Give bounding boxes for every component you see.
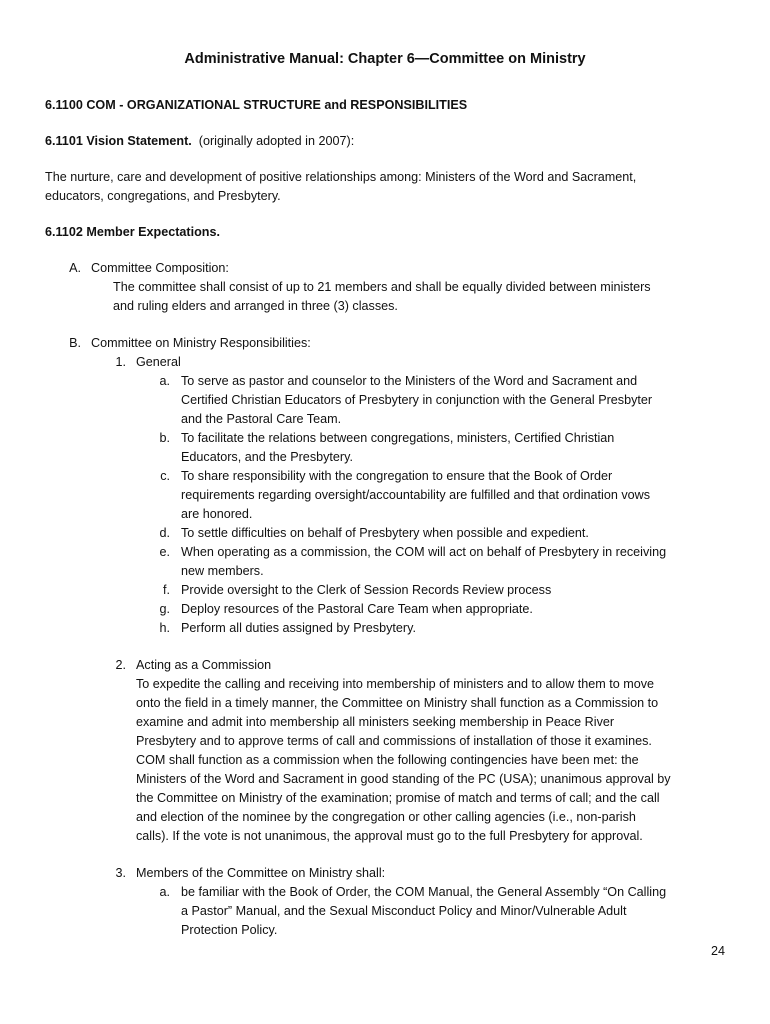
- list-marker: h.: [159, 621, 170, 635]
- commission-text-line: and election of the nominee by the congregation or other calling agencies (i.e., non-parish: [136, 810, 636, 824]
- list-item-line: Provide oversight to the Clerk of Session Records Review process: [181, 583, 552, 597]
- list-item-line: Deploy resources of the Pastoral Care Team when appropriate.: [181, 602, 533, 616]
- list-marker: b.: [159, 431, 170, 445]
- commission-text-line: COM shall function as a commission when the following contingencies have been met: the: [136, 753, 639, 767]
- commission-text-line: Ministers of the Word and Sacrament in good standing of the PC (USA); unanimous approval by: [136, 772, 671, 786]
- vision-text-line: educators, congregations, and Presbytery.: [45, 189, 281, 203]
- list-marker: B.: [69, 336, 81, 350]
- list-item-line: Educators, and the Presbytery.: [181, 450, 353, 464]
- composition-title: Committee Composition:: [91, 261, 229, 275]
- composition-text-line: The committee shall consist of up to 21 members and shall be equally divided between ministers: [113, 280, 651, 294]
- page-number: 24: [710, 944, 725, 958]
- commission-text-line: calls). If the vote is not unanimous, the approval must go to the full Presbytery for approval.: [136, 829, 643, 843]
- list-item-line: Certified Christian Educators of Presbytery in conjunction with the General Presbyter: [181, 393, 653, 407]
- list-marker: A.: [69, 261, 81, 275]
- commission-text-line: To expedite the calling and receiving into membership of ministers and to allow them to move: [136, 677, 655, 691]
- composition-text-line: and ruling elders and arranged in three (3) classes.: [113, 299, 398, 313]
- list-item-line: a Pastor” Manual, and the Sexual Misconduct Policy and Minor/Vulnerable Adult: [181, 904, 627, 918]
- list-item-line: To share responsibility with the congregation to ensure that the Book of Order: [181, 469, 613, 483]
- list-item-line: are honored.: [181, 507, 253, 521]
- vision-heading-line: [45, 132, 354, 151]
- list-marker: d.: [159, 526, 170, 540]
- page-title: Administrative Manual: Chapter 6—Committee on Ministry: [184, 51, 586, 67]
- commission-text-line: the Committee on Ministry of the examination; promise of match and terms of call; and the call: [136, 791, 660, 805]
- vision-text-line: The nurture, care and development of positive relationships among: Ministers of the Word and Sacrament,: [45, 170, 637, 184]
- list-item-line: When operating as a commission, the COM will act on behalf of Presbytery in receiving: [181, 545, 667, 559]
- list-marker: c.: [160, 469, 170, 483]
- list-item-line: Perform all duties assigned by Presbytery.: [181, 621, 416, 635]
- general-title: General: [136, 355, 181, 369]
- list-item-line: Protection Policy.: [181, 923, 278, 937]
- section-heading: 6.1100 COM - ORGANIZATIONAL STRUCTURE and RESPONSIBILITIES: [45, 98, 468, 112]
- list-item-line: To settle difficulties on behalf of Presbytery when possible and expedient.: [181, 526, 589, 540]
- vision-heading: 6.1101 Vision Statement.: [45, 134, 192, 148]
- commission-text-line: examine and admit into membership all ministers seeking membership in Peace River: [136, 715, 615, 729]
- list-marker: a.: [159, 885, 170, 899]
- commission-text-line: onto the field in a timely manner, the Committee on Ministry shall function as a Commission to: [136, 696, 659, 710]
- list-item-line: be familiar with the Book of Order, the COM Manual, the General Assembly “On Calling: [181, 885, 667, 899]
- commission-title: Acting as a Commission: [136, 658, 272, 672]
- list-item-line: To serve as pastor and counselor to the Ministers of the Word and Sacrament and: [181, 374, 638, 388]
- list-marker: 2.: [115, 658, 126, 672]
- list-marker: e.: [159, 545, 170, 559]
- responsibilities-title: Committee on Ministry Responsibilities:: [91, 336, 311, 350]
- member-expectations-heading: 6.1102 Member Expectations.: [45, 225, 220, 239]
- members-title: Members of the Committee on Ministry shall:: [136, 866, 386, 880]
- list-marker: a.: [159, 374, 170, 388]
- vision-note: (originally adopted in 2007):: [198, 134, 355, 148]
- list-marker: f.: [163, 583, 170, 597]
- commission-text-line: Presbytery and to approve terms of call and commissions of installation of those it examines.: [136, 734, 652, 748]
- list-item-line: and the Pastoral Care Team.: [181, 412, 342, 426]
- list-item-line: To facilitate the relations between congregations, ministers, Certified Christian: [181, 431, 615, 445]
- list-item-line: new members.: [181, 564, 264, 578]
- list-marker: 3.: [115, 866, 126, 880]
- list-marker: 1.: [115, 355, 126, 369]
- list-item-line: requirements regarding oversight/accountability are fulfilled and that ordination vows: [181, 488, 651, 502]
- list-marker: g.: [159, 602, 170, 616]
